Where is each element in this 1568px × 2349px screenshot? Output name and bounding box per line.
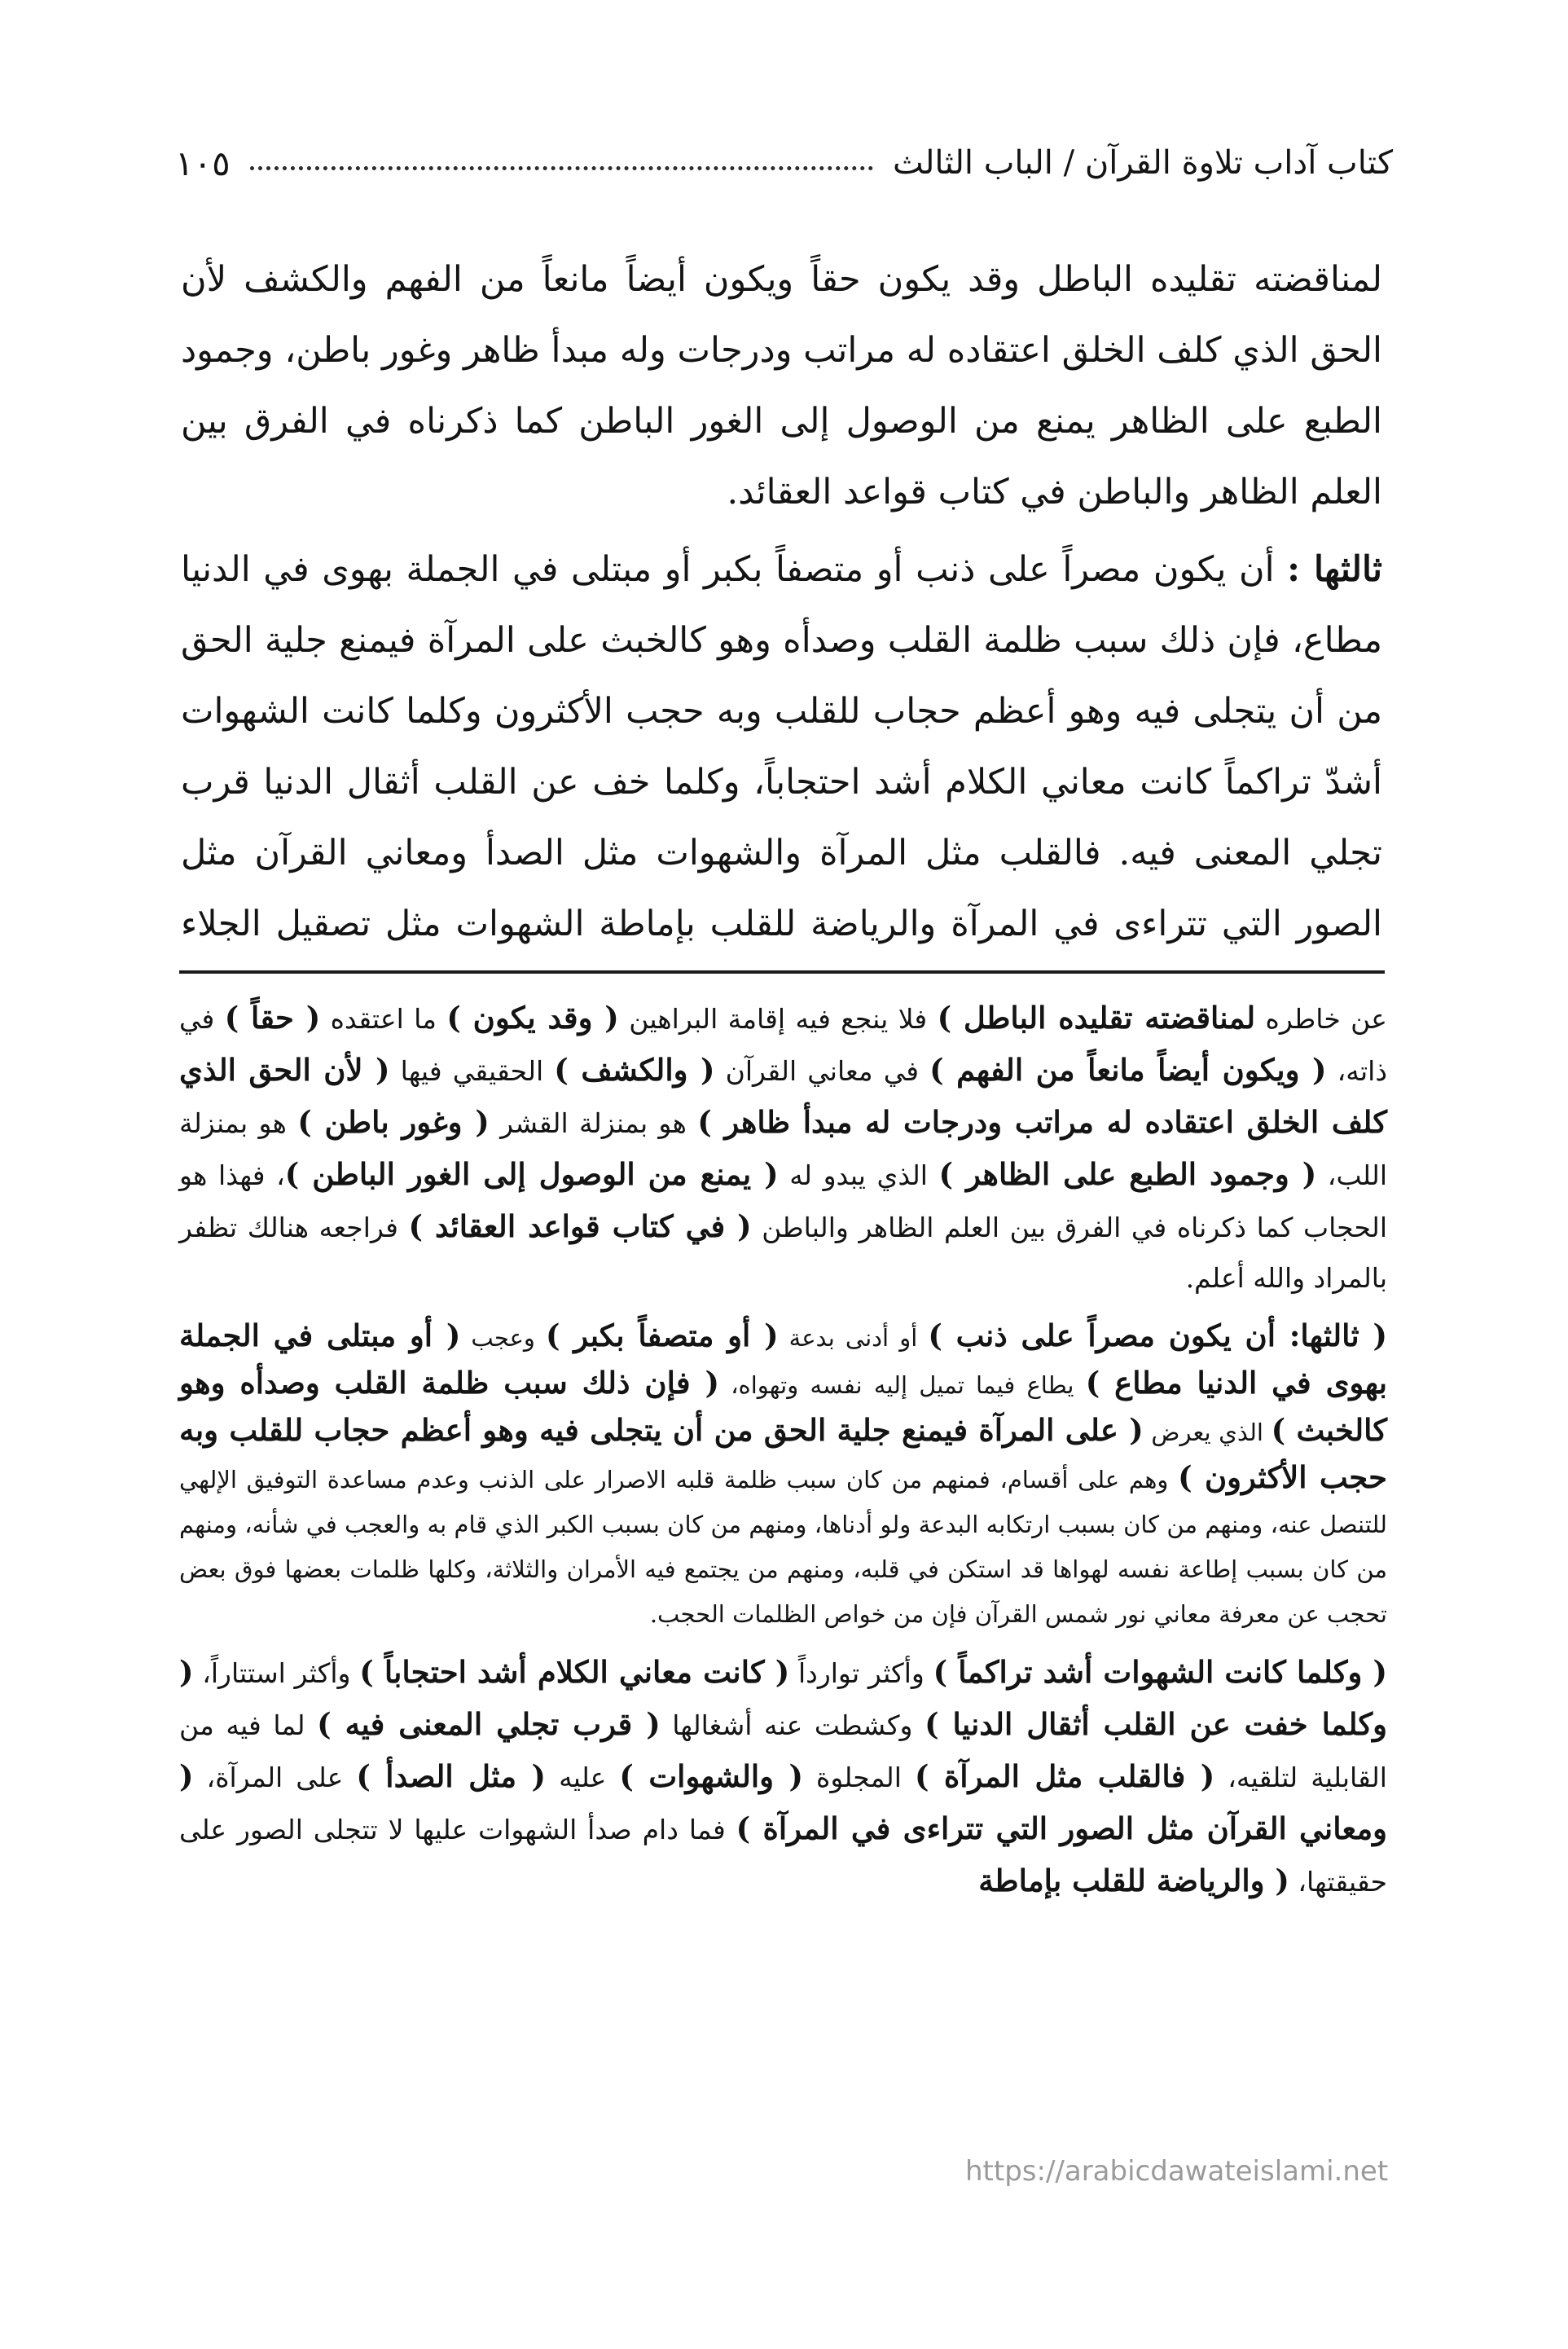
commentary-text: فلا ينجع فيه إقامة البراهين [618,1003,938,1035]
chapter-title: كتاب آداب تلاوة القرآن / الباب الثالث [892,144,1393,182]
commentary-text: وأكثر استتاراً، [193,1657,360,1689]
quoted-text: ( فإن ذلك سبب ظلمة القلب وصدأه وهو كالخبث ) [179,1365,1388,1448]
commentary [179,992,1387,1917]
commentary-text: وأكثر توارداً [789,1657,933,1689]
running-header [175,134,1393,191]
quoted-text: ( حقاً ) [224,1000,321,1036]
commentary-text: ، فهذا هو الحجاب كما ذكرناه في الفرق بين العلم الظاهر والباطن [179,1159,1387,1243]
commentary-text: فما دام صدأ الشهوات عليها لا تتجلى الصور على حقيقتها، [179,1814,1387,1898]
commentary-text: في معاني القرآن [714,1055,930,1087]
quoted-text: ( فالقلب مثل المرآة ) [914,1758,1215,1794]
quoted-text: ( قرب تجلي المعنى فيه ) [317,1706,661,1742]
main-paragraph [181,534,1382,960]
quoted-text: ( وغور باطن ) [297,1104,490,1140]
commentary-text: على المرآة، [193,1762,357,1793]
commentary-text: أو أدنى بدعة [778,1324,929,1352]
leader-dots [250,156,873,170]
commentary-text: فراجعه هنالك تظفر بالمراد والله أعلم. [179,1212,1387,1294]
quoted-text: ( وكلما كانت الشهوات أشد تراكماً ) [933,1654,1388,1690]
commentary-text: لما فيه من القابلية لتلقيه، [179,1709,1387,1793]
commentary-paragraph [179,992,1387,1304]
quoted-text: ( مثل الصدأ ) [356,1758,547,1794]
quoted-text: ( والرياضة للقلب بإماطة [978,1863,1289,1898]
quoted-text: ( كانت معاني الكلام أشد احتجاباً ) [359,1654,790,1690]
commentary-text: هو بمنزلة القشر [489,1107,698,1139]
commentary-text: الذي يعرض [1143,1419,1272,1446]
commentary-text: وهم على أقسام، فمنهم من كان سبب ظلمة قلبه الاصرار على الذنب وعدم مساعدة التوفيق الإلهي للتنصل عنه، ومنهم من كان بسبب ارتكابه البدعة ولو أدناها، ومنهم من كان بسبب الكبر الذي قام به والعجب في شأنه، ومنهم من كان بسبب إطاعة نفسه لهواها قد استكن في قلبه، ومنهم من يجتمع فيه الأمران والثلاثة، وكلها ظلمات بعضها فوق بعض تحجب عن معرفة معاني نور شمس القرآن فإن من خواص الظلمات الحجب. [179,1466,1387,1628]
watermark-url: https://arabicdawateislami.net [965,2155,1389,2188]
quoted-text: ( في كتاب قواعد العقائد ) [408,1208,752,1244]
paragraph-lead: ثالثها : [1287,549,1383,590]
commentary-text: عليه [546,1762,620,1793]
quoted-text: ( ثالثها: أن يكون مصراً على ذنب ) [928,1317,1387,1353]
commentary-text: يطاع فيما تميل إليه نفسه وتهواه، [718,1371,1086,1399]
paragraph-text: لمناقضته تقليده الباطل وقد يكون حقاً ويكون أيضاً مانعاً من الفهم والكشف لأن الحق الذي كلف الخلق اعتقاده له مراتب ودرجات وله مبدأ ظاهر وغور باطن، وجمود الطبع على الظاهر يمنع من الوصول إلى الغور الباطن كما ذكرناه في الفرق بين العلم الظاهر والباطن في كتاب قواعد العقائد. [181,259,1382,512]
quoted-text: ( أو مبتلى في الجملة بهوى في الدنيا مطاع ) [179,1317,1387,1401]
separator-rule [179,970,1385,974]
paragraph-text: أن يكون مصراً على ذنب أو متصفاً بكبر أو مبتلى في الجملة بهوى في الدنيا مطاع، فإن ذلك سبب ظلمة القلب وصدأه وهو كالخبث على المرآة فيمنع جلية الحق من أن يتجلى فيه وهو أعظم حجاب للقلب وبه حجب الأكثرون وكلما كانت الشهوات أشدّ تراكماً كانت معاني الكلام أشد احتجاباً، وكلما خف عن القلب أثقال الدنيا قرب تجلي المعنى فيه. فالقلب مثل المرآة والشهوات مثل الصدأ ومعاني القرآن مثل الصور التي تتراءى في المرآة والرياضة للقلب بإماطة الشهوات مثل تصقيل الجلاء [181,549,1383,944]
quoted-text: لمناقضته تقليده الباطل ) [937,1000,1256,1036]
commentary-text: وكشطت عنه أشغالها [660,1709,925,1741]
commentary-text: الحقيقي فيها [389,1055,555,1087]
quoted-text: ( لأن الحق الذي كلف الخلق اعتقاده له مراتب ودرجات له مبدأ ظاهر ) [179,1052,1387,1140]
quoted-text: ( يمنع من الوصول إلى الغور الباطن ) [284,1156,779,1192]
commentary-text: ما اعتقده [320,1003,447,1035]
commentary-paragraph [179,1647,1387,1907]
commentary-text: في ذاته، [179,1003,1388,1087]
commentary-text: وعجب [460,1324,547,1352]
quoted-text: ( وقد يكون ) [446,1000,619,1036]
commentary-paragraph [179,1313,1387,1637]
page-number: ١٠٥ [175,143,231,183]
quoted-text: ( والشهوات ) [619,1758,803,1794]
commentary-text: الذي يبدو له [778,1159,939,1191]
main-paragraph [181,244,1382,528]
quoted-text: ( ويكون أيضاً مانعاً من الفهم ) [929,1052,1327,1088]
quoted-text: ( أو متصفاً بكبر ) [546,1317,779,1353]
quoted-text: ( وكلما خفت عن القلب أثقال الدنيا ) [179,1654,1387,1742]
commentary-text: عن خاطره [1255,1003,1387,1035]
commentary-text: المجلوة [802,1762,915,1793]
quoted-text: ( ومعاني القرآن مثل الصور التي تتراءى في المرآة ) [179,1758,1388,1846]
quoted-text: ( على المرآة فيمنع جلية الحق من أن يتجلى فيه وهو أعظم حجاب للقلب وبه حجب الأكثرون ) [179,1412,1387,1495]
commentary-text: هو بمنزلة اللب، [179,1107,1387,1191]
main-text [181,244,1382,966]
quoted-text: ( والكشف ) [554,1052,715,1088]
quoted-text: ( وجمود الطبع على الظاهر ) [938,1156,1317,1192]
